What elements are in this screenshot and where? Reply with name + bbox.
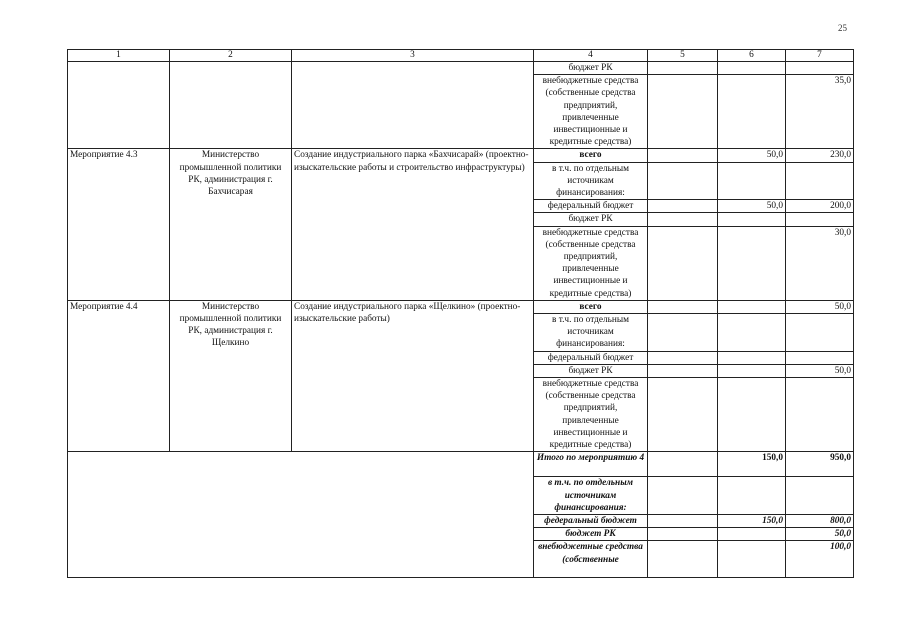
value-c7: 35,0 bbox=[786, 75, 854, 149]
col-header-6: 6 bbox=[718, 50, 786, 62]
source-label: всего bbox=[534, 300, 648, 313]
value-c7 bbox=[786, 162, 854, 200]
col-header-2: 2 bbox=[170, 50, 292, 62]
value-c6 bbox=[718, 378, 786, 452]
source-label: федеральный бюджет bbox=[534, 514, 648, 527]
empty-merged-cell bbox=[68, 452, 534, 578]
event-id: Мероприятие 4.3 bbox=[68, 149, 170, 300]
value-c6 bbox=[718, 75, 786, 149]
value-c7: 30,0 bbox=[786, 226, 854, 300]
value-c5 bbox=[648, 314, 718, 352]
value-c7: 800,0 bbox=[786, 514, 854, 527]
source-label: всего bbox=[534, 149, 648, 162]
value-c5 bbox=[648, 75, 718, 149]
value-c6 bbox=[718, 528, 786, 541]
value-c6 bbox=[718, 162, 786, 200]
value-c7: 950,0 bbox=[786, 452, 854, 477]
value-c6 bbox=[718, 541, 786, 578]
source-label: бюджет РК bbox=[534, 213, 648, 226]
empty-cell bbox=[170, 62, 292, 149]
value-c5 bbox=[648, 364, 718, 377]
value-c5 bbox=[648, 514, 718, 527]
value-c6: 150,0 bbox=[718, 452, 786, 477]
value-c6 bbox=[718, 351, 786, 364]
value-c7: 200,0 bbox=[786, 200, 854, 213]
value-c7 bbox=[786, 213, 854, 226]
value-c5 bbox=[648, 62, 718, 75]
value-c6 bbox=[718, 213, 786, 226]
value-c7: 100,0 bbox=[786, 541, 854, 578]
value-c5 bbox=[648, 351, 718, 364]
source-label: в т.ч. по отдельным источникам финансирования: bbox=[534, 477, 648, 515]
event-description: Создание индустриального парка «Бахчисарай» (проектно-изыскательские работы и строительство инфраструктуры) bbox=[292, 149, 534, 300]
col-header-4: 4 bbox=[534, 50, 648, 62]
source-label: внебюджетные средства (собственные средства предприятий, привлеченные инвестиционные и кредитные средства) bbox=[534, 75, 648, 149]
source-label: бюджет РК bbox=[534, 528, 648, 541]
value-c5 bbox=[648, 528, 718, 541]
value-c6: 50,0 bbox=[718, 200, 786, 213]
value-c5 bbox=[648, 200, 718, 213]
value-c5 bbox=[648, 452, 718, 477]
value-c6 bbox=[718, 364, 786, 377]
source-label: в т.ч. по отдельным источникам финансирования: bbox=[534, 314, 648, 352]
event-responsible: Министерство промышленной политики РК, администрация г. Бахчисарая bbox=[170, 149, 292, 300]
source-label: внебюджетные средства (собственные средства предприятий, привлеченные инвестиционные и кредитные средства) bbox=[534, 226, 648, 300]
value-c7: 50,0 bbox=[786, 300, 854, 313]
source-label: Итого по мероприятию 4 bbox=[534, 452, 648, 477]
source-label: внебюджетные средства (собственные bbox=[534, 541, 648, 578]
empty-cell bbox=[68, 62, 170, 149]
source-label: в т.ч. по отдельным источникам финансирования: bbox=[534, 162, 648, 200]
source-label: бюджет РК bbox=[534, 364, 648, 377]
table-row bbox=[68, 300, 854, 313]
value-c7: 230,0 bbox=[786, 149, 854, 162]
table-row bbox=[68, 149, 854, 162]
value-c5 bbox=[648, 477, 718, 515]
value-c6: 50,0 bbox=[718, 149, 786, 162]
value-c7: 50,0 bbox=[786, 528, 854, 541]
header-row bbox=[68, 50, 854, 62]
col-header-3: 3 bbox=[292, 50, 534, 62]
table-row bbox=[68, 62, 854, 75]
col-header-1: 1 bbox=[68, 50, 170, 62]
value-c7 bbox=[786, 378, 854, 452]
value-c6 bbox=[718, 477, 786, 515]
value-c6 bbox=[718, 300, 786, 313]
source-label: федеральный бюджет bbox=[534, 200, 648, 213]
event-description: Создание индустриального парка «Щелкино» (проектно-изыскательские работы) bbox=[292, 300, 534, 451]
source-label: федеральный бюджет bbox=[534, 351, 648, 364]
value-c6 bbox=[718, 226, 786, 300]
value-c5 bbox=[648, 213, 718, 226]
value-c6: 150,0 bbox=[718, 514, 786, 527]
value-c7 bbox=[786, 477, 854, 515]
value-c7 bbox=[786, 62, 854, 75]
value-c5 bbox=[648, 149, 718, 162]
col-header-7: 7 bbox=[786, 50, 854, 62]
page-number: 25 bbox=[838, 23, 847, 33]
value-c5 bbox=[648, 378, 718, 452]
value-c7 bbox=[786, 314, 854, 352]
event-responsible: Министерство промышленной политики РК, администрация г. Щелкино bbox=[170, 300, 292, 451]
source-label: внебюджетные средства (собственные средства предприятий, привлеченные инвестиционные и кредитные средства) bbox=[534, 378, 648, 452]
value-c5 bbox=[648, 300, 718, 313]
empty-cell bbox=[292, 62, 534, 149]
value-c5 bbox=[648, 226, 718, 300]
col-header-5: 5 bbox=[648, 50, 718, 62]
value-c7: 50,0 bbox=[786, 364, 854, 377]
value-c5 bbox=[648, 162, 718, 200]
funding-table bbox=[67, 49, 854, 578]
value-c6 bbox=[718, 62, 786, 75]
value-c6 bbox=[718, 314, 786, 352]
event-id: Мероприятие 4.4 bbox=[68, 300, 170, 451]
source-label: бюджет РК bbox=[534, 62, 648, 75]
table-row bbox=[68, 452, 854, 477]
value-c5 bbox=[648, 541, 718, 578]
value-c7 bbox=[786, 351, 854, 364]
